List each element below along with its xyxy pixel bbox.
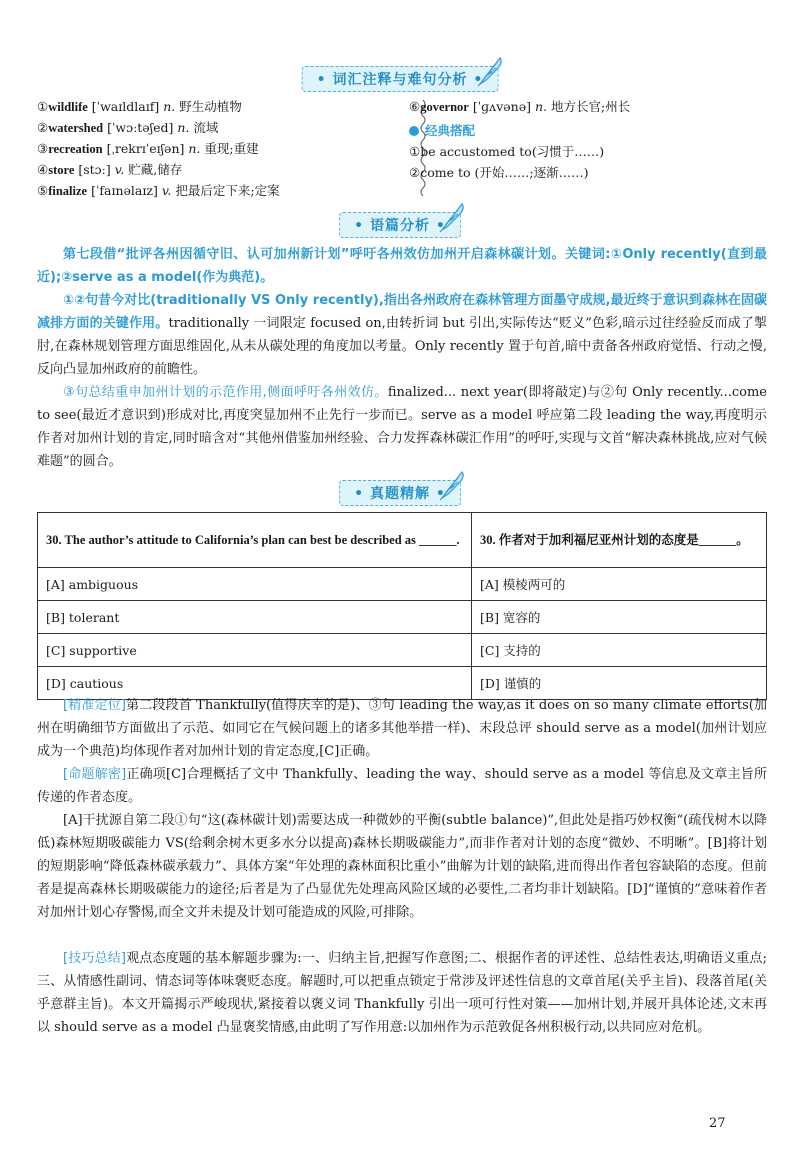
vocab-entry: ②watershed [ˈwɔːtəʃed] n. 流域 — [37, 120, 219, 135]
vocab-block — [37, 96, 767, 204]
analysis-paragraph: ①②句昔今对比(traditionally VS Only recently),指出各州政府在森林管理方面墨守成规,最近终于意识到森林在固碳减排方面的关键作用。traditionally 一词限定 focused on,由转折词 but 引出,实际传达“贬义”色彩,暗示过往经验反而成了掣肘,在森林规划管理方面思维固化,从未从碳处理的角度加以考量。Only recently 置于句首,暗中责备各州政府觉悟、行动之慢,反向凸显加州政府的前瞻性。 — [37, 293, 767, 377]
option-row — [38, 634, 767, 667]
explanation-locate: [精准定位]第二段段首 Thankfully(值得庆幸的是)、③句 leading the way,as it does on so many climate efforts(加州在明确细节方面做出了示范、如同它在气候问题上的诸多其他举措一样)、末段总评 should serve as a model(加州计划应成为一个典范)均体现作者对加州计划的肯定态度,[C]正确。 — [37, 698, 767, 759]
page-number: 27 — [709, 1116, 726, 1131]
option-a-en: [A] ambiguous — [38, 568, 472, 601]
exam-section-title: • 真题精解 • — [339, 480, 461, 506]
option-c-zh: [C] 支持的 — [472, 634, 767, 667]
quill-icon — [438, 200, 468, 234]
option-a-zh: [A] 模棱两可的 — [472, 568, 767, 601]
quill-icon — [476, 54, 506, 88]
option-d-en: [D] cautious — [38, 667, 472, 700]
option-row — [38, 601, 767, 634]
locate-tag: [精准定位] — [63, 698, 126, 713]
explanation-decode: [命题解密]正确项[C]合理概括了文中 Thankfully、leading the way、should serve as a model 等信息及文章主旨所传递的作者态度。 — [37, 767, 767, 805]
question-stem-zh: 30. 作者对于加利福尼亚州计划的态度是______。 — [472, 513, 767, 568]
vocab-entry: ③recreation [ˌrekrɪˈeɪʃən] n. 重现;重建 — [37, 141, 259, 156]
vocab-entry: ④store [stɔː] v. 贮藏,储存 — [37, 162, 183, 177]
option-d-zh: [D] 谨慎的 — [472, 667, 767, 700]
analysis-section-banner — [0, 210, 800, 236]
option-b-zh: [B] 宽容的 — [472, 601, 767, 634]
vocab-entry: ⑤finalize [ˈfaɪnəlaɪz] v. 把最后定下来;定案 — [37, 183, 280, 198]
bullet-icon — [409, 126, 419, 136]
analysis-paragraph: 第七段借“批评各州因循守旧、认可加州新计划”呼吁各州效仿加州开启森林碳计划。关键词:①Only recently(直到最近);②serve as a model(作为典范)。 — [37, 247, 767, 285]
vocab-entry: ⑥governor [ˈɡʌvənə] n. 地方长官;州长 — [409, 99, 631, 114]
option-row — [38, 568, 767, 601]
collocation-item: ①be accustomed to(习惯于……) — [409, 144, 605, 159]
vocab-entry: ①wildlife [ˈwaɪldlaɪf] n. 野生动植物 — [37, 99, 242, 114]
decode-tag: [命题解密] — [63, 767, 127, 782]
vocab-section-banner — [0, 64, 800, 90]
analysis-section-title: • 语篇分析 • — [339, 212, 461, 238]
analysis-paragraph: ③句总结重申加州计划的示范作用,侧面呼吁各州效仿。finalized... next year(即将敲定)与②句 Only recently...come to see(最近才意识到)形成对比,再度突显加州不止先行一步而已。serve as a model 呼应第二段 leading the way,再度明示作者对加州计划的肯定,同时暗含对“其他州借鉴加州经验、合力发挥森林碳汇作用”的呼吁,实现与文首“解决森林挑战,应对气候难题”的圆合。 — [37, 385, 767, 469]
quill-icon — [438, 468, 468, 502]
collocation-item: ②come to (开始……;逐渐……) — [409, 165, 589, 180]
question-stem-en: 30. The author’s attitude to California’s plan can best be described as ______. — [38, 513, 472, 568]
question-stem-row — [38, 513, 767, 568]
explanation-distractors: [A]干扰源自第二段①句“这(森林碳计划)需要达成一种微妙的平衡(subtle balance)”,但此处是指巧妙权衡“(疏伐树木以降低)森林短期吸碳能力 VS(给剩余树木更多水分以提高)森林长期吸碳能力”,而非作者对计划的态度“微妙、不明晰”。[B]将计划的短期影响“降低森林碳承载力”、具体方案“年处理的森林面积比重小”曲解为计划的缺陷,进而得出作者包容缺陷的态度。但前者是提高森林长期吸碳能力的途径;后者是为了凸显优先处理高风险区域的必要性,二者均非计划缺陷。[D]“谨慎的”意味着作者对加州计划心存警惕,而全文并未提及计划可能造成的风险,可排除。 — [37, 813, 767, 920]
collocation-heading: 经典搭配 — [409, 120, 767, 141]
vocab-left-column — [37, 96, 377, 201]
vocab-section-title: • 词汇注释与难句分析 • — [302, 66, 499, 92]
explanation-skill: [技巧总结]观点态度题的基本解题步骤为:一、归纳主旨,把握写作意图;二、根据作者的评述性、总结性表达,明确语义重点;三、从情感性副词、情态词等体味褒贬态度。解题时,可以把重点锁定于常涉及评述性信息的文章首尾(关乎主旨)、段落首尾(关乎意群主旨)。本文开篇揭示严峻现状,紧接着以褒义词 Thankfully 引出一项可行性对策——加州计划,并展开具体论述,文末再以 should serve as a model 凸显褒奖情感,由此明了写作用意:以加州作为示范敦促各州积极行动,以共同应对危机。 — [37, 951, 767, 1035]
question-table — [37, 512, 767, 700]
option-c-en: [C] supportive — [38, 634, 472, 667]
exam-section-banner — [0, 478, 800, 504]
vocab-right-column — [409, 96, 767, 183]
option-b-en: [B] tolerant — [38, 601, 472, 634]
skill-tag: [技巧总结] — [63, 951, 126, 966]
